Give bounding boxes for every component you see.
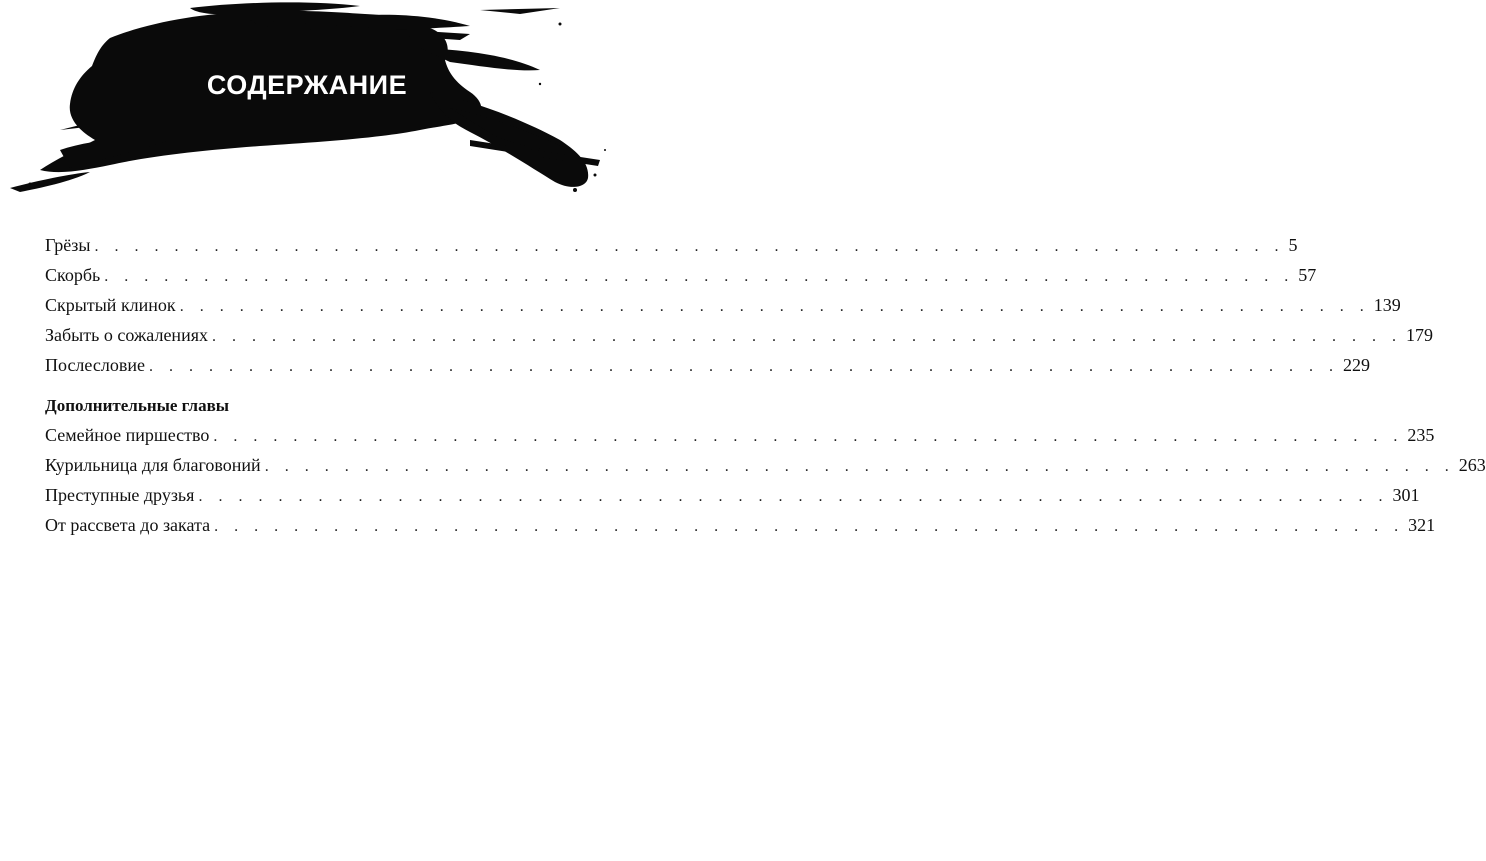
- toc-entry[interactable]: [45, 320, 1433, 350]
- dot-leader: . . . . . . . . . . . . . . . . . . . . . . . . . . . . . . . . . . . . . . . . . . . . . . . . . . . . . . . . . . . .: [104, 268, 1295, 285]
- toc-entry-page: 301: [1392, 485, 1420, 505]
- toc-entry-title: Семейное пиршество: [45, 425, 210, 445]
- toc-entry-title: Скрытый клинок: [45, 295, 176, 315]
- toc-entry-page: 235: [1407, 425, 1435, 445]
- dot-leader: . . . . . . . . . . . . . . . . . . . . . . . . . . . . . . . . . . . . . . . . . . . . . . . . . . . . . . . . . . . .: [198, 488, 1389, 505]
- toc-entry[interactable]: [45, 350, 1370, 380]
- toc-entry-title: Грёзы: [45, 235, 91, 255]
- toc-entry[interactable]: [45, 420, 1435, 450]
- toc-entry-page: 139: [1373, 295, 1401, 315]
- toc-entry-page: 263: [1458, 455, 1486, 475]
- toc-entry-page: 229: [1342, 355, 1370, 375]
- dot-leader: . . . . . . . . . . . . . . . . . . . . . . . . . . . . . . . . . . . . . . . . . . . . . . . . . . . . . . . . . . . .: [213, 428, 1404, 445]
- toc-entry-title: Курильница для благовоний: [45, 455, 261, 475]
- dot-leader: . . . . . . . . . . . . . . . . . . . . . . . . . . . . . . . . . . . . . . . . . . . . . . . . . . . . . . . . . . . .: [148, 358, 1339, 375]
- dot-leader: . . . . . . . . . . . . . . . . . . . . . . . . . . . . . . . . . . . . . . . . . . . . . . . . . . . . . . . . . . . .: [94, 238, 1285, 255]
- toc-entry-page: 57: [1298, 265, 1317, 285]
- toc-entry[interactable]: [45, 260, 1317, 290]
- toc-entry-page: 179: [1405, 325, 1433, 345]
- toc-entry-title: Послесловие: [45, 355, 145, 375]
- toc-entry-title: От рассвета до заката: [45, 515, 211, 535]
- dot-leader: . . . . . . . . . . . . . . . . . . . . . . . . . . . . . . . . . . . . . . . . . . . . . . . . . . . . . . . . . . . .: [179, 298, 1370, 315]
- toc-entry[interactable]: [45, 230, 1298, 260]
- toc-entry-page: 5: [1288, 235, 1298, 255]
- table-of-contents: [45, 230, 1486, 540]
- toc-entry[interactable]: [45, 510, 1436, 540]
- toc-entry-title: Забыть о сожалениях: [45, 325, 208, 345]
- dot-leader: . . . . . . . . . . . . . . . . . . . . . . . . . . . . . . . . . . . . . . . . . . . . . . . . . . . . . . . . . . . .: [264, 458, 1455, 475]
- toc-entry-page: 321: [1408, 515, 1436, 535]
- toc-entry-title: Скорбь: [45, 265, 101, 285]
- toc-entry[interactable]: [45, 290, 1401, 320]
- toc-entry[interactable]: [45, 450, 1486, 480]
- page-title: СОДЕРЖАНИЕ: [206, 70, 408, 100]
- dot-leader: . . . . . . . . . . . . . . . . . . . . . . . . . . . . . . . . . . . . . . . . . . . . . . . . . . . . . . . . . . . .: [211, 328, 1402, 345]
- toc-entry[interactable]: [45, 480, 1420, 510]
- section-heading: Дополнительные главы: [45, 396, 230, 415]
- toc-entry-title: Преступные друзья: [45, 485, 195, 505]
- dot-leader: . . . . . . . . . . . . . . . . . . . . . . . . . . . . . . . . . . . . . . . . . . . . . . . . . . . . . . . . . . . .: [214, 518, 1405, 535]
